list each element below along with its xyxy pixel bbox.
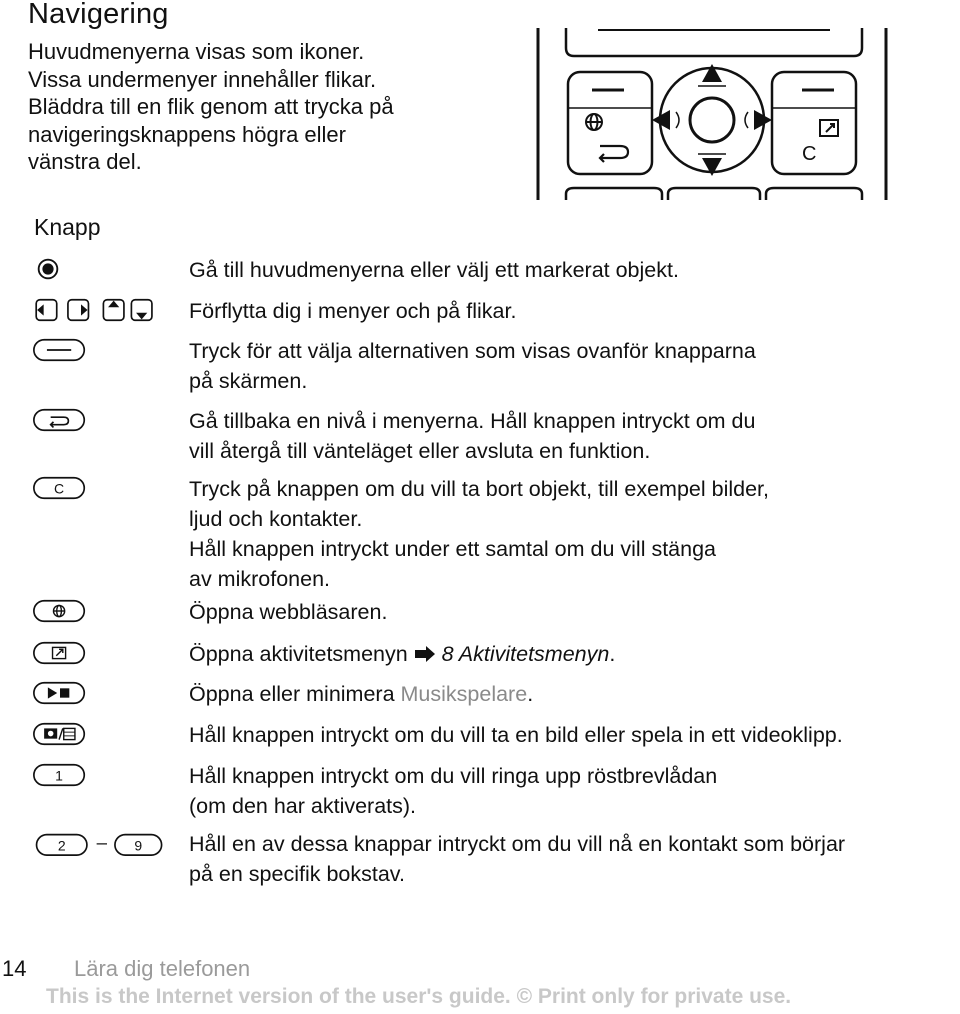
key-1-label: 1 — [55, 767, 63, 784]
key-range-dash: – — [96, 831, 108, 853]
row-line: ljud och kontakter. — [189, 507, 363, 531]
row-description — [189, 829, 845, 889]
intro-line: Vissa undermenyer innehåller flikar. — [28, 66, 377, 92]
clear-key-icon — [30, 474, 90, 502]
row-line: Håll en av dessa knappar intryckt om du vill nå en kontakt som börjar — [189, 832, 846, 856]
row-line: på skärmen. — [189, 369, 308, 393]
row-description — [189, 336, 756, 396]
play-stop-key-icon — [30, 679, 90, 707]
row-text: Öppna aktivitetsmenyn — [189, 642, 414, 666]
intro-line: Huvudmenyerna visas som ikoner. — [28, 39, 365, 64]
row-description — [189, 597, 387, 627]
row-line: Gå tillbaka en nivå i menyerna. Håll knappen intryckt om du — [189, 409, 756, 433]
phone-clear-key-label: C — [802, 143, 817, 165]
row-line: (om den har aktiverats). — [189, 794, 417, 818]
row-line: Förflytta dig i menyer och på flikar. — [189, 299, 517, 323]
key-9-label: 9 — [134, 837, 143, 854]
globe-icon — [53, 605, 64, 616]
row-description — [189, 296, 516, 326]
row-line: Tryck för att välja alternativen som visas ovanför knapparna — [189, 339, 756, 363]
row-line: av mikrofonen. — [189, 567, 331, 591]
row-line: vill återgå till vänteläget eller avsluta en funktion. — [189, 439, 651, 463]
row-line: Håll knappen intryckt om du vill ringa upp röstbrevlådan — [189, 764, 718, 788]
phone-keypad-illustration — [534, 28, 892, 202]
row-line: Tryck på knappen om du vill ta bort objekt, till exempel bilder, — [189, 477, 769, 501]
intro-line: Bläddra till en flik genom att trycka på — [28, 94, 394, 119]
page-number: 14 — [2, 956, 27, 981]
row-description — [189, 761, 717, 821]
activity-menu-key-icon — [30, 639, 90, 667]
selection-key-icon — [30, 336, 90, 364]
row-description — [189, 255, 679, 285]
row-description — [189, 474, 769, 594]
reference-link[interactable]: 8 Aktivitetsmenyn — [441, 642, 610, 666]
key-2-label: 2 — [57, 837, 66, 854]
row-description — [189, 679, 533, 709]
intro-text — [28, 38, 498, 176]
music-player-link[interactable]: Musikspelare — [400, 682, 528, 706]
watermark-text: This is the Internet version of the user's guide. © Print only for private use. — [46, 985, 792, 1008]
intro-line: vänstra del. — [28, 149, 142, 174]
intro-line: navigeringsknappens högra eller — [28, 121, 346, 147]
row-line: på en specifik bokstav. — [189, 862, 405, 886]
row-text: . — [609, 642, 616, 666]
row-line: Håll knappen intryckt om du vill ta en bild eller spela in ett videoklipp. — [189, 723, 843, 747]
table-header-knapp: Knapp — [34, 214, 101, 240]
row-text: . — [527, 682, 534, 706]
key-1-icon — [30, 761, 90, 789]
keys-2-9-icon — [30, 829, 170, 857]
page-title: Navigering — [28, 0, 169, 30]
section-title: Lära dig telefonen — [74, 956, 251, 981]
row-line: Håll knappen intryckt under ett samtal om du vill stänga — [189, 537, 717, 561]
clear-key-label: C — [54, 480, 65, 497]
row-line: Gå till huvudmenyerna eller välj ett markerat objekt. — [189, 258, 679, 282]
row-description — [189, 720, 843, 750]
row-text: Öppna eller minimera — [189, 682, 401, 706]
reference-arrow-icon — [414, 645, 436, 663]
row-line: Öppna webbläsaren. — [189, 600, 388, 624]
camera-video-key-icon — [30, 720, 90, 748]
navigation-arrows-icon — [30, 296, 160, 324]
back-key-icon — [30, 406, 90, 434]
row-description — [189, 639, 615, 669]
internet-key-icon — [30, 597, 90, 625]
center-select-icon — [28, 255, 68, 283]
row-description — [189, 406, 755, 466]
